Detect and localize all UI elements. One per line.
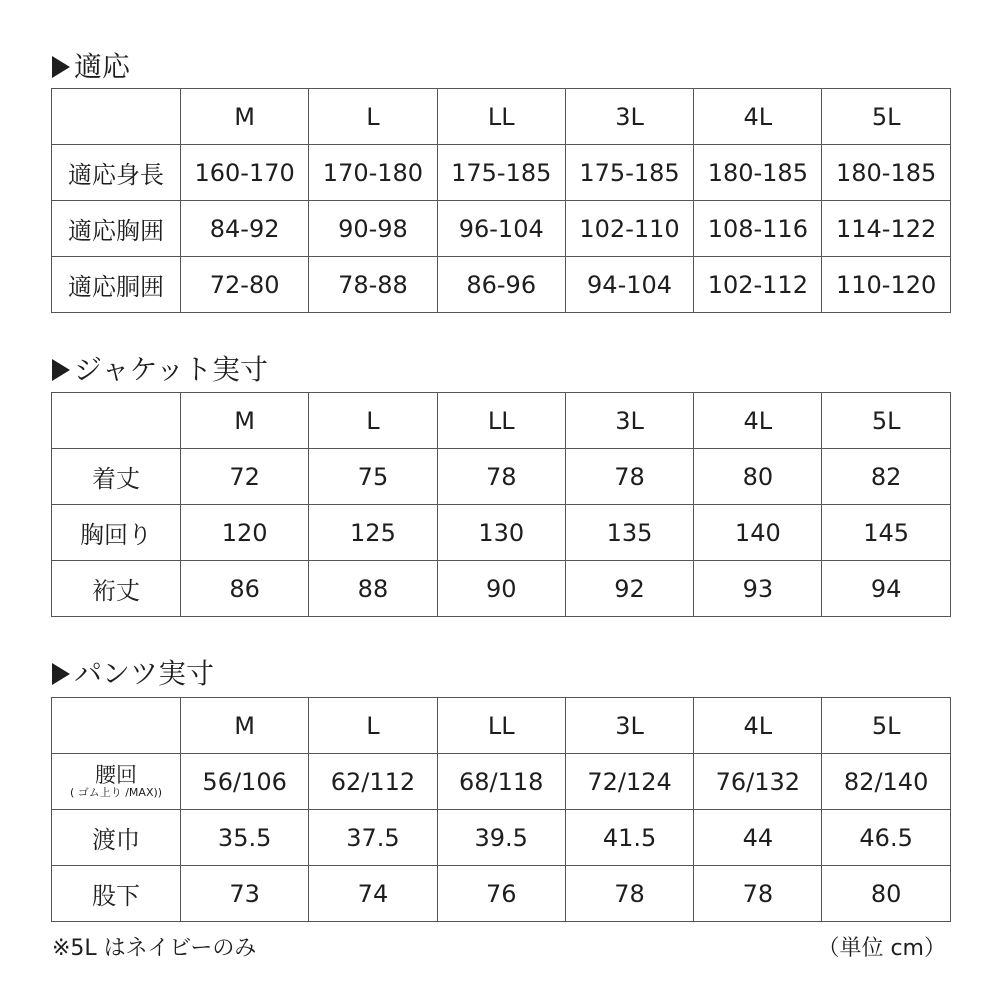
size-header-cell: 4L — [694, 698, 822, 754]
size-value-cell: 102-112 — [694, 257, 822, 313]
size-value-cell: 93 — [694, 561, 822, 617]
table-row — [52, 201, 951, 257]
size-value-cell: 135 — [565, 505, 693, 561]
size-value-cell: 96-104 — [437, 201, 565, 257]
size-header-cell: L — [309, 698, 437, 754]
table-row — [52, 145, 951, 201]
size-header-cell: M — [181, 393, 309, 449]
size-value-cell: 80 — [694, 449, 822, 505]
size-value-cell: 180-185 — [694, 145, 822, 201]
section-title — [52, 654, 214, 694]
size-table — [51, 697, 951, 922]
size-value-cell: 78-88 — [309, 257, 437, 313]
size-value-cell: 180-185 — [822, 145, 950, 201]
table-row — [52, 257, 951, 313]
size-value-cell: 56/106 — [181, 754, 309, 810]
section-title-text: 適応 — [74, 50, 131, 83]
size-value-cell: 78 — [437, 449, 565, 505]
size-value-cell: 130 — [437, 505, 565, 561]
size-value-cell: 86-96 — [437, 257, 565, 313]
size-value-cell: 102-110 — [565, 201, 693, 257]
size-value-cell: 82 — [822, 449, 950, 505]
size-header-cell: 3L — [565, 698, 693, 754]
size-header-cell: 3L — [565, 393, 693, 449]
size-value-cell: 110-120 — [822, 257, 950, 313]
size-value-cell: 84-92 — [181, 201, 309, 257]
size-value-cell: 160-170 — [181, 145, 309, 201]
section-title-text: パンツ実寸 — [74, 657, 215, 690]
size-value-cell: 108-116 — [694, 201, 822, 257]
unit-note: （単位 cm） — [817, 936, 946, 961]
size-value-cell: 92 — [565, 561, 693, 617]
size-value-cell: 140 — [694, 505, 822, 561]
table-row — [52, 449, 951, 505]
table-row — [52, 561, 951, 617]
table-row — [52, 866, 951, 922]
row-label: 適応胴囲 — [52, 257, 181, 313]
size-value-cell: 175-185 — [437, 145, 565, 201]
size-value-cell: 62/112 — [309, 754, 437, 810]
size-value-cell: 78 — [565, 449, 693, 505]
row-label-sub: ( ゴム上り /MAX)) — [69, 785, 163, 799]
size-value-cell: 41.5 — [565, 810, 693, 866]
table-header-row — [52, 698, 951, 754]
triangle-marker-icon — [52, 663, 70, 685]
row-label: 胸回り — [52, 505, 181, 561]
table-row — [52, 505, 951, 561]
size-header-cell: 3L — [565, 89, 693, 145]
table-header-row — [52, 393, 951, 449]
size-value-cell: 76/132 — [694, 754, 822, 810]
corner-cell — [52, 393, 181, 449]
size-header-cell: L — [309, 89, 437, 145]
table-row — [52, 754, 951, 810]
row-label: 渡巾 — [52, 810, 181, 866]
size-header-cell: 5L — [822, 89, 950, 145]
size-value-cell: 90 — [437, 561, 565, 617]
size-table — [51, 88, 951, 313]
size-value-cell: 94-104 — [565, 257, 693, 313]
size-header-cell: LL — [437, 698, 565, 754]
size-header-cell: 5L — [822, 393, 950, 449]
size-value-cell: 75 — [309, 449, 437, 505]
size-value-cell: 82/140 — [822, 754, 950, 810]
size-header-cell: M — [181, 698, 309, 754]
corner-cell — [52, 698, 181, 754]
row-label: 適応胸囲 — [52, 201, 181, 257]
size-header-cell: 5L — [822, 698, 950, 754]
size-value-cell: 68/118 — [437, 754, 565, 810]
size-value-cell: 94 — [822, 561, 950, 617]
row-label: 股下 — [52, 866, 181, 922]
table-header-row — [52, 89, 951, 145]
size-value-cell: 88 — [309, 561, 437, 617]
size-value-cell: 74 — [309, 866, 437, 922]
triangle-marker-icon — [52, 56, 70, 78]
footnote-navy-only: ※5L はネイビーのみ — [52, 936, 257, 961]
row-label — [52, 754, 181, 810]
size-value-cell: 78 — [694, 866, 822, 922]
size-value-cell: 125 — [309, 505, 437, 561]
section-title-text: ジャケット実寸 — [74, 353, 269, 386]
size-header-cell: LL — [437, 393, 565, 449]
size-value-cell: 72 — [181, 449, 309, 505]
size-value-cell: 72-80 — [181, 257, 309, 313]
size-value-cell: 80 — [822, 866, 950, 922]
size-header-cell: M — [181, 89, 309, 145]
section-title — [52, 47, 130, 87]
corner-cell — [52, 89, 181, 145]
table-row — [52, 810, 951, 866]
size-header-cell: L — [309, 393, 437, 449]
size-header-cell: LL — [437, 89, 565, 145]
size-value-cell: 35.5 — [181, 810, 309, 866]
section-title — [52, 350, 268, 390]
size-value-cell: 73 — [181, 866, 309, 922]
size-table — [51, 392, 951, 617]
size-value-cell: 72/124 — [565, 754, 693, 810]
triangle-marker-icon — [52, 359, 70, 381]
size-value-cell: 175-185 — [565, 145, 693, 201]
size-value-cell: 114-122 — [822, 201, 950, 257]
size-value-cell: 76 — [437, 866, 565, 922]
size-value-cell: 90-98 — [309, 201, 437, 257]
size-header-cell: 4L — [694, 89, 822, 145]
size-header-cell: 4L — [694, 393, 822, 449]
row-label: 着丈 — [52, 449, 181, 505]
size-value-cell: 145 — [822, 505, 950, 561]
size-value-cell: 170-180 — [309, 145, 437, 201]
size-value-cell: 44 — [694, 810, 822, 866]
size-value-cell: 120 — [181, 505, 309, 561]
size-value-cell: 39.5 — [437, 810, 565, 866]
size-value-cell: 46.5 — [822, 810, 950, 866]
row-label: 裄丈 — [52, 561, 181, 617]
row-label: 適応身長 — [52, 145, 181, 201]
size-value-cell: 37.5 — [309, 810, 437, 866]
size-value-cell: 78 — [565, 866, 693, 922]
row-label-main: 腰回 — [95, 762, 137, 787]
size-value-cell: 86 — [181, 561, 309, 617]
